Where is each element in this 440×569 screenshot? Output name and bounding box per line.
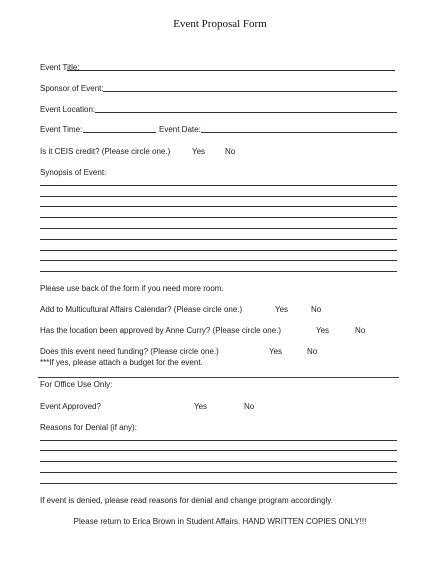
denied-note: If event is denied, please read reasons for denial and change program accordingly. — [40, 496, 333, 505]
date-field[interactable] — [201, 132, 397, 133]
denial-line[interactable] — [40, 450, 397, 451]
ceis-no-option[interactable]: No — [225, 147, 236, 156]
calendar-yes-option[interactable]: Yes — [275, 305, 289, 314]
synopsis-label: Synopsis of Event: — [40, 168, 107, 177]
budget-note: ***If yes, please attach a budget for the event. — [40, 358, 203, 367]
office-heading: For Office Use Only: — [40, 380, 113, 389]
location-field[interactable] — [95, 112, 397, 113]
back-note: Please use back of the form if you need more room. — [40, 284, 224, 293]
form-title: Event Proposal Form — [173, 18, 267, 30]
synopsis-line[interactable] — [40, 196, 397, 197]
denial-line[interactable] — [40, 472, 397, 473]
ceis-yes-option[interactable]: Yes — [192, 147, 206, 156]
approved-question: Event Approved? — [40, 402, 101, 411]
funding-yes-option[interactable]: Yes — [269, 347, 283, 356]
approved-yes-option[interactable]: Yes — [194, 402, 208, 411]
synopsis-line[interactable] — [40, 206, 397, 207]
synopsis-line[interactable] — [40, 271, 397, 272]
denial-line[interactable] — [40, 483, 397, 484]
date-label: Event Date: — [159, 125, 201, 134]
location-approved-question: Has the location been approved by Anne Curry? (Please circle one.) — [40, 326, 282, 335]
time-field[interactable] — [83, 132, 156, 133]
office-divider — [38, 377, 399, 378]
denial-line[interactable] — [40, 461, 397, 462]
synopsis-line[interactable] — [40, 185, 397, 186]
event-title-label: Event Title: — [40, 63, 80, 72]
location-yes-option[interactable]: Yes — [316, 326, 330, 335]
synopsis-line[interactable] — [40, 239, 397, 240]
location-label: Event Location: — [40, 105, 96, 114]
funding-no-option[interactable]: No — [307, 347, 318, 356]
synopsis-line[interactable] — [40, 250, 397, 251]
denial-line[interactable] — [40, 440, 397, 441]
calendar-no-option[interactable]: No — [311, 305, 322, 314]
synopsis-line[interactable] — [40, 260, 397, 261]
synopsis-line[interactable] — [40, 228, 397, 229]
location-no-option[interactable]: No — [355, 326, 366, 335]
denial-label: Reasons for Denial (if any): — [40, 423, 137, 432]
sponsor-field[interactable] — [103, 91, 397, 92]
approved-no-option[interactable]: No — [244, 402, 255, 411]
sponsor-label: Sponsor of Event: — [40, 84, 104, 93]
ceis-question: Is it CEIS credit? (Please circle one.) — [40, 147, 171, 156]
synopsis-line[interactable] — [40, 217, 397, 218]
calendar-question: Add to Multicultural Affairs Calendar? (Please circle one.) — [40, 305, 243, 314]
return-note: Please return to Erica Brown in Student Affairs. HAND WRITTEN COPIES ONLY!!! — [73, 517, 367, 526]
event-title-field[interactable] — [67, 70, 395, 71]
funding-question: Does this event need funding? (Please circle one.) — [40, 347, 219, 356]
time-label: Event Time: — [40, 125, 83, 134]
